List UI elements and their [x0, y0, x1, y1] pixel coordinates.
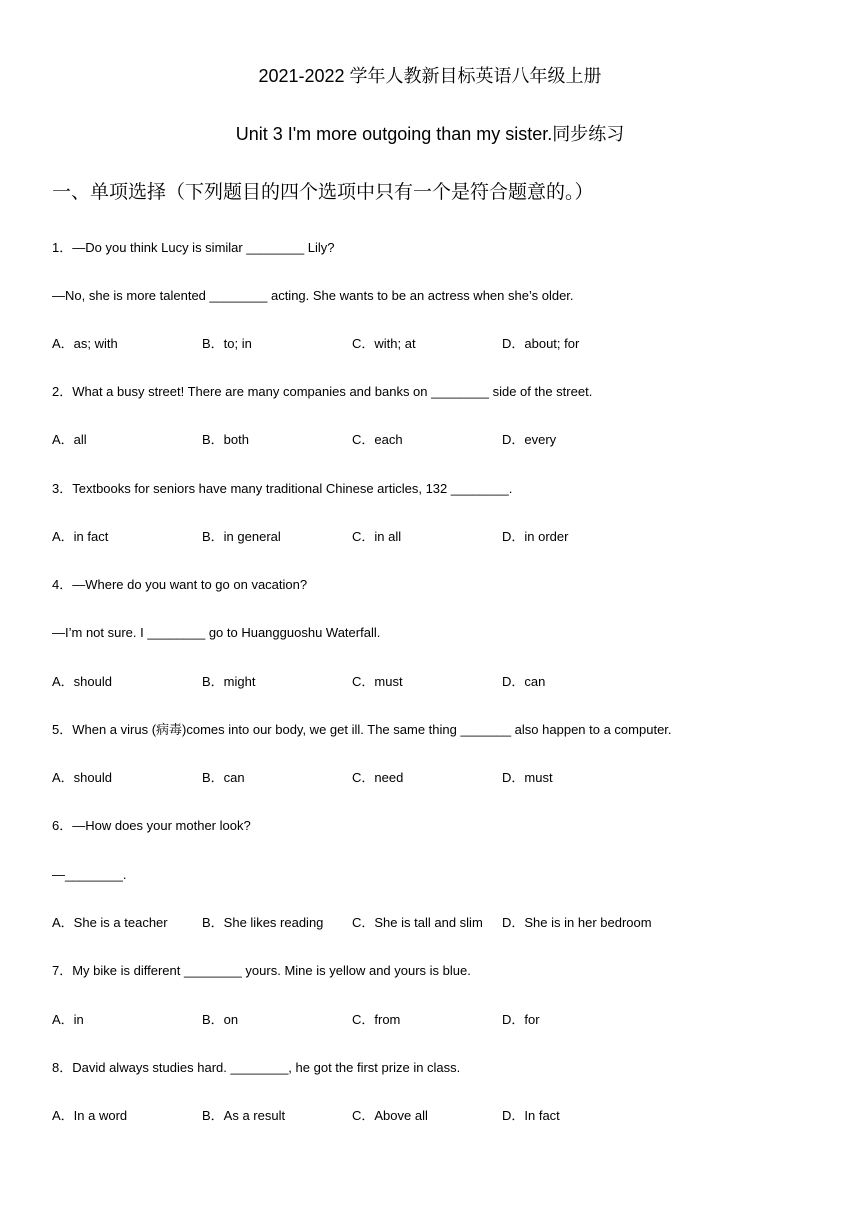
option-c: C．in all: [352, 529, 402, 544]
question-2-options: [52, 431, 812, 449]
option-a: A．should: [52, 674, 112, 689]
unit-title: Unit 3 I'm more outgoing than my sister.同步练习: [235, 124, 625, 144]
question-6-text: 6．—How does your mother look?: [52, 818, 251, 833]
option-b: B．both: [202, 432, 249, 447]
option-c: C．need: [352, 770, 404, 785]
question-2-text: 2．What a busy street! There are many companies and banks on ________ side of the street.: [52, 384, 593, 399]
question-6-response: —________.: [52, 867, 127, 882]
option-d: D．can: [502, 674, 546, 689]
option-c: C．Above all: [352, 1108, 428, 1123]
question-7-text: 7．My bike is different ________ yours. Mine is yellow and yours is blue.: [52, 963, 471, 978]
option-d: D．about; for: [502, 336, 580, 351]
question-3-options: [52, 528, 812, 546]
option-a: A．all: [52, 432, 87, 447]
question-4-response: —I’m not sure. I ________ go to Huangguoshu Waterfall.: [52, 625, 381, 640]
option-d: D．In fact: [502, 1108, 560, 1123]
option-b: B．She likes reading: [202, 915, 324, 930]
option-c: C．each: [352, 432, 403, 447]
question-7-options: [52, 1011, 812, 1029]
option-d: D．She is in her bedroom: [502, 915, 652, 930]
option-b: B．can: [202, 770, 245, 785]
question-4-text: 4．—Where do you want to go on vacation?: [52, 577, 308, 592]
option-a: A．She is a teacher: [52, 915, 168, 930]
option-c: C．from: [352, 1012, 401, 1027]
option-b: B．in general: [202, 529, 281, 544]
question-1-options: [52, 335, 812, 353]
section-heading: 一、单项选择（下列题目的四个选项中只有一个是符合题意的。）: [52, 182, 594, 203]
question-8-options: [52, 1107, 812, 1125]
option-b: B．on: [202, 1012, 239, 1027]
question-5-text: 5．When a virus (病毒)comes into our body, we get ill. The same thing _______ also happen to a computer.: [52, 722, 672, 737]
option-b: B．might: [202, 674, 256, 689]
option-c: C．must: [352, 674, 403, 689]
option-d: D．in order: [502, 529, 569, 544]
option-b: B．to; in: [202, 336, 252, 351]
option-a: A．in: [52, 1012, 84, 1027]
option-c: C．She is tall and slim: [352, 915, 483, 930]
option-d: D．must: [502, 770, 553, 785]
option-a: A．In a word: [52, 1108, 128, 1123]
worksheet-title: 2021-2022 学年人教新目标英语八年级上册: [258, 66, 602, 86]
question-1-response: —No, she is more talented ________ acting. She wants to be an actress when she’s older.: [52, 288, 574, 303]
option-a: A．in fact: [52, 529, 109, 544]
option-a: A．should: [52, 770, 112, 785]
question-8-text: 8．David always studies hard. ________, he got the first prize in class.: [52, 1060, 461, 1075]
question-6-options: [52, 914, 812, 932]
option-a: A．as; with: [52, 336, 118, 351]
option-d: D．for: [502, 1012, 540, 1027]
question-3-text: 3．Textbooks for seniors have many traditional Chinese articles, 132 ________.: [52, 481, 513, 496]
question-1-text: 1．—Do you think Lucy is similar ________ Lily?: [52, 240, 335, 255]
option-d: D．every: [502, 432, 557, 447]
option-c: C．with; at: [352, 336, 416, 351]
question-4-options: [52, 673, 812, 691]
question-5-options: [52, 769, 812, 787]
option-b: B．As a result: [202, 1108, 286, 1123]
